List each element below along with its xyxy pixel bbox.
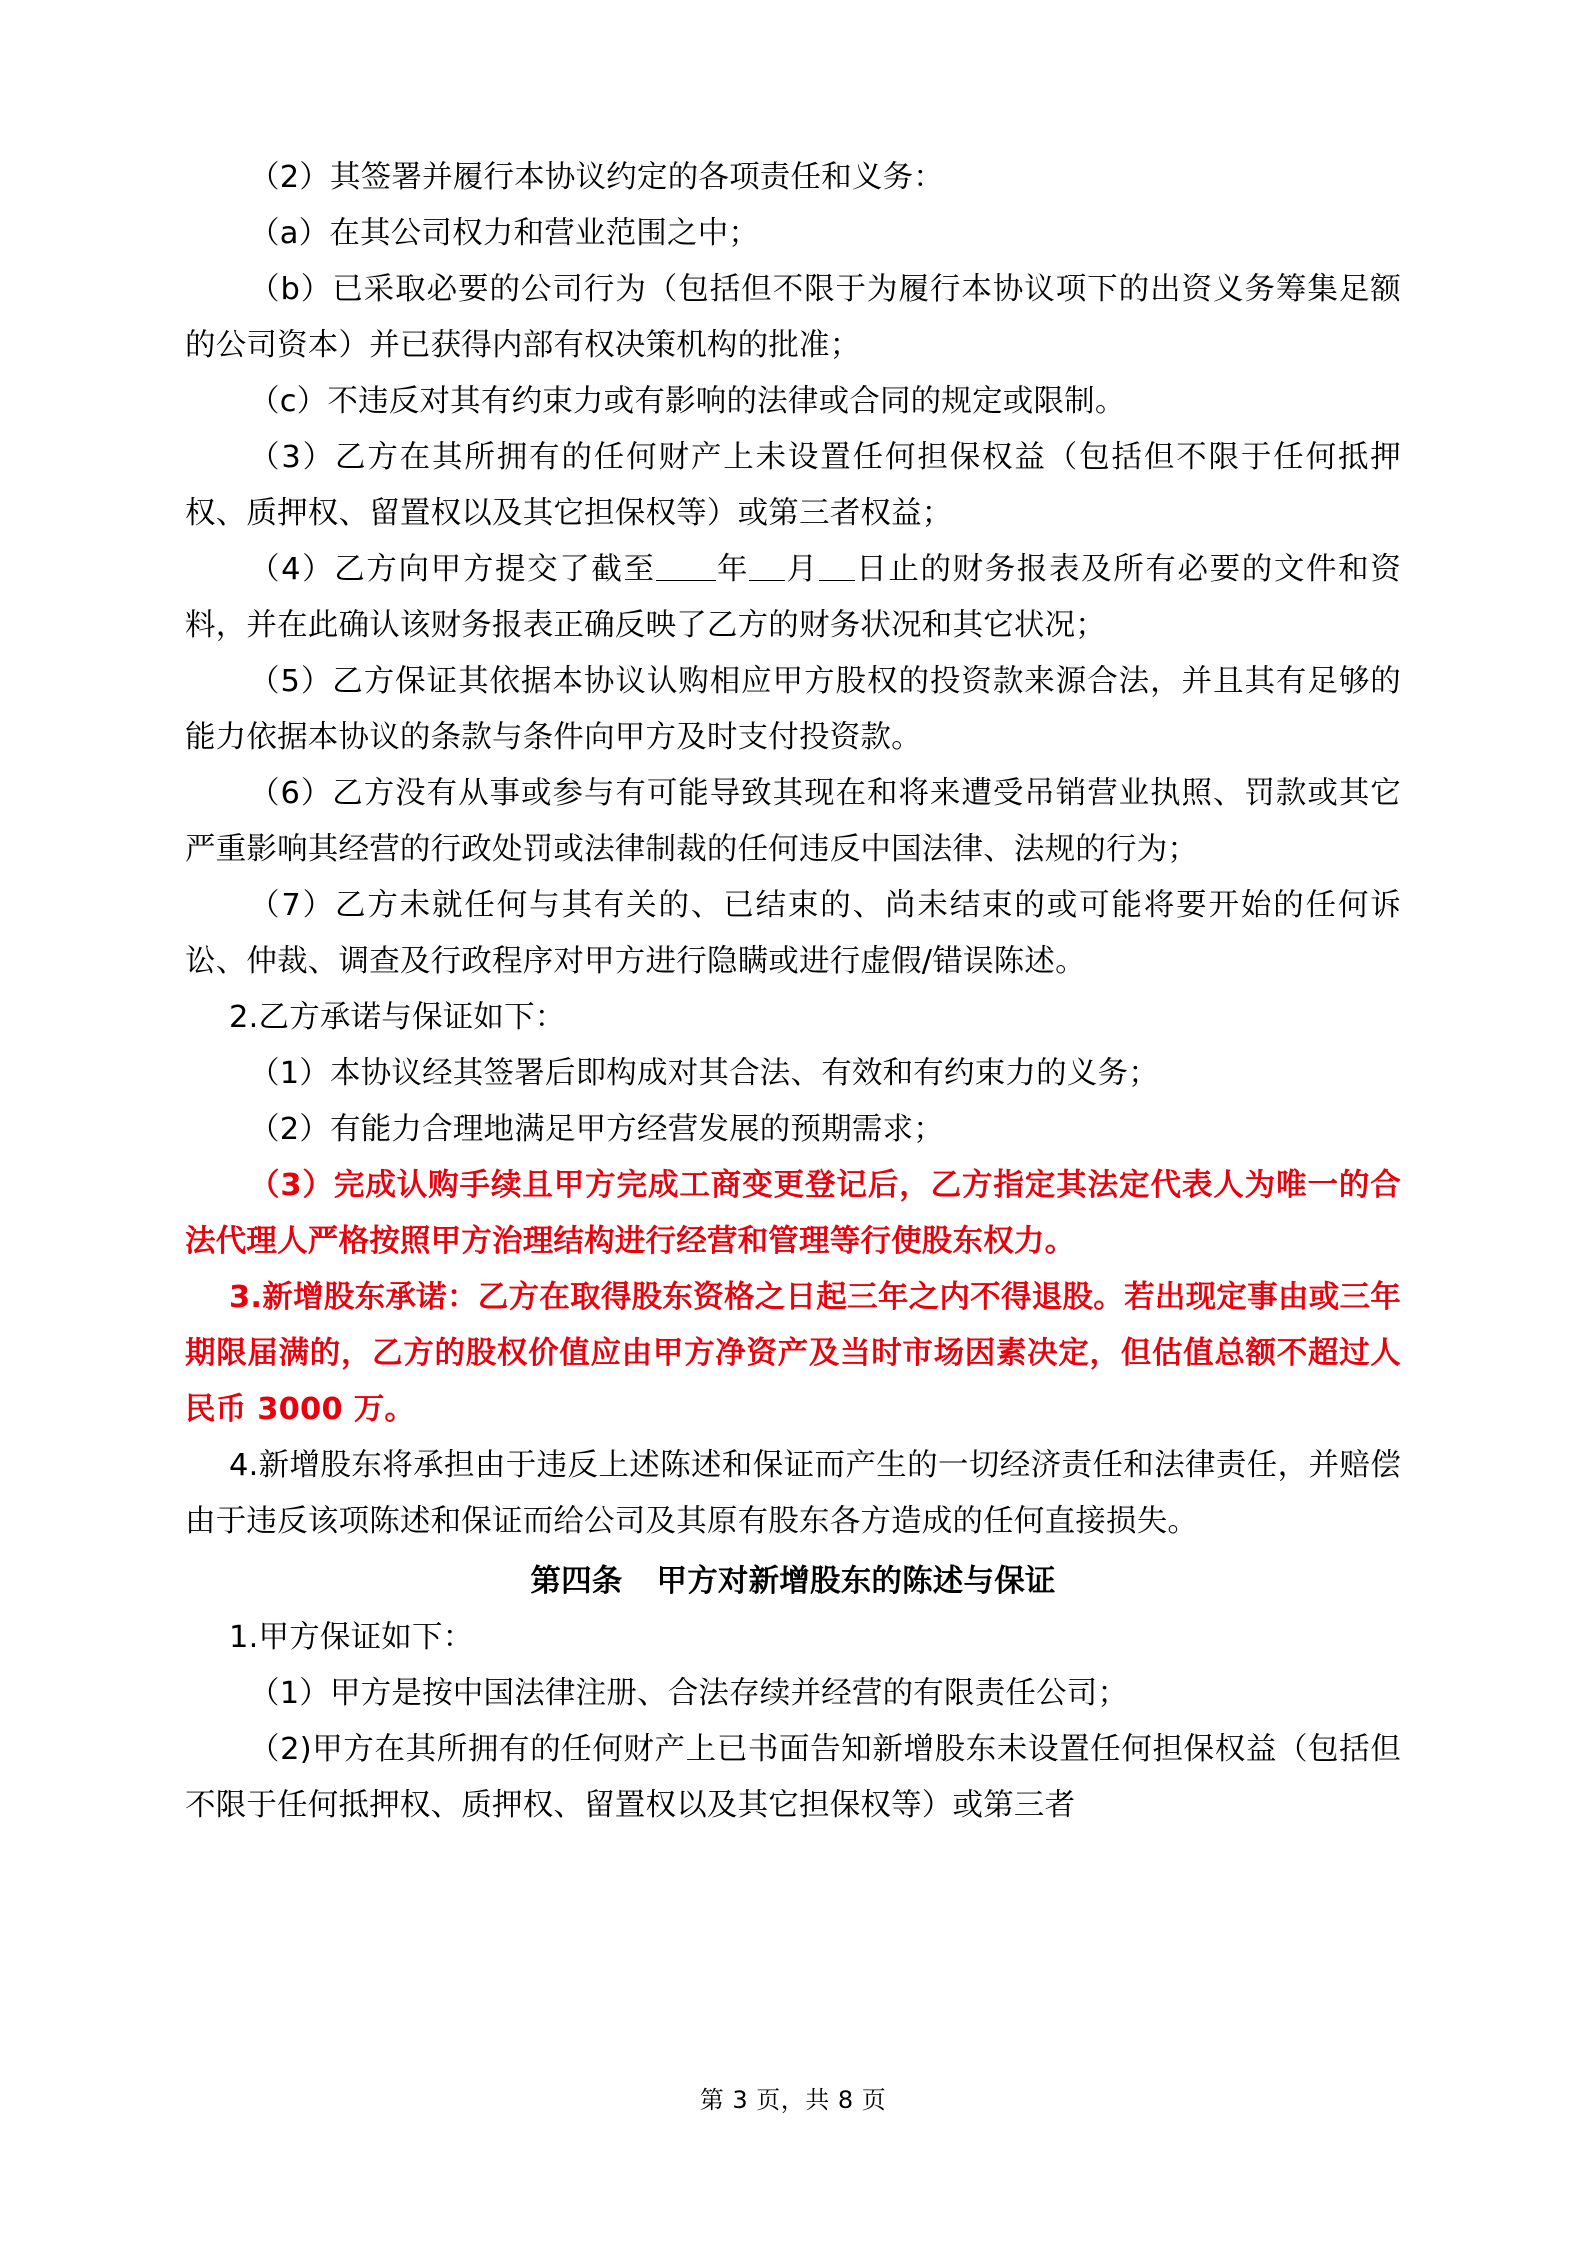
paragraph-u1-binding: （1）本协议经其签署后即构成对其合法、有效和有约束力的义务； — [249, 1056, 1159, 1091]
page-footer: 第 3 页，共 8 页 — [699, 2086, 887, 2114]
date-blank-year — [656, 580, 716, 581]
paragraph-b-corporate-action: （b）已采取必要的公司行为（包括但不限于为履行本协议项下的出资义务筹集足额的公司资本）并已获得内部有权决策机构的批准； — [185, 272, 1401, 363]
paragraph-a-power: （a）在其公司权力和营业范围之中； — [249, 216, 760, 251]
paragraph-2-sign: （2）其签署并履行本协议约定的各项责任和义务： — [249, 160, 945, 195]
paragraph-7-no-litigation: （7）乙方未就任何与其有关的、已结束的、尚未结束的或可能将要开始的任何诉讼、仲裁、调查及行政程序对甲方进行隐瞒或进行虚假/错误陈述。 — [185, 888, 1401, 979]
section-number: 第四条 — [530, 1564, 623, 1599]
fs-text-mid2: 月 — [785, 552, 819, 587]
fs-text-mid1: 年 — [715, 552, 750, 587]
paragraph-2-undertakings: 2.乙方承诺与保证如下： — [229, 1000, 566, 1035]
date-blank-month — [749, 580, 785, 581]
paragraph-3-no-security: （3）乙方在其所拥有的任何财产上未设置任何担保权益（包括但不限于任何抵押权、质押权、留置权以及其它担保权等）或第三者权益； — [185, 440, 1401, 531]
paragraph-a1-2-no-security: （2)甲方在其所拥有的任何财产上已书面告知新增股东未设置任何担保权益（包括但不限于任何抵押权、质押权、留置权以及其它担保权等）或第三者 — [185, 1732, 1401, 1823]
date-blank-day — [819, 580, 855, 581]
document-body — [185, 150, 1401, 1834]
fs-text-after: 日止的财务报表及所有必要的文件和资料，并在此确认该财务报表正确反映了乙方的财务状况和其它状况； — [185, 552, 1402, 643]
paragraph-u2-capability: （2）有能力合理地满足甲方经营发展的预期需求； — [249, 1112, 945, 1147]
paragraph-u3-legal-rep: （3）完成认购手续且甲方完成工商变更登记后，乙方指定其法定代表人为唯一的合法代理人严格按照甲方治理结构进行经营和管理等行使股东权力。 — [185, 1168, 1401, 1259]
paragraph-a1-guarantee: 1.甲方保证如下： — [229, 1620, 474, 1655]
paragraph-3-new-shareholder-promise: 3.新增股东承诺：乙方在取得股东资格之日起三年之内不得退股。若出现定事由或三年期限届满的，乙方的股权价值应由甲方净资产及当时市场因素决定，但估值总额不超过人民币 3000 万。 — [185, 1280, 1401, 1427]
fs-text-before: （4）乙方向甲方提交了截至 — [249, 552, 656, 587]
paragraph-6-no-violation-law: （6）乙方没有从事或参与有可能导致其现在和将来遭受吊销营业执照、罚款或其它严重影响其经营的行政处罚或法律制裁的任何违反中国法律、法规的行为； — [185, 776, 1401, 867]
paragraph-4-financial-statements — [185, 542, 1401, 654]
paragraph-c-no-violation: （c）不违反对其有约束力或有影响的法律或合同的规定或限制。 — [249, 384, 1126, 419]
section-title: 甲方对新增股东的陈述与保证 — [656, 1564, 1056, 1599]
section-heading — [185, 1554, 1401, 1610]
paragraph-5-funding-legal: （5）乙方保证其依据本协议认购相应甲方股权的投资款来源合法，并且其有足够的能力依据本协议的条款与条件向甲方及时支付投资款。 — [185, 664, 1401, 755]
paragraph-4-liability: 4.新增股东将承担由于违反上述陈述和保证而产生的一切经济责任和法律责任，并赔偿由于违反该项陈述和保证而给公司及其原有股东各方造成的任何直接损失。 — [185, 1448, 1401, 1539]
paragraph-a1-1-company: （1）甲方是按中国法律注册、合法存续并经营的有限责任公司； — [249, 1676, 1129, 1711]
